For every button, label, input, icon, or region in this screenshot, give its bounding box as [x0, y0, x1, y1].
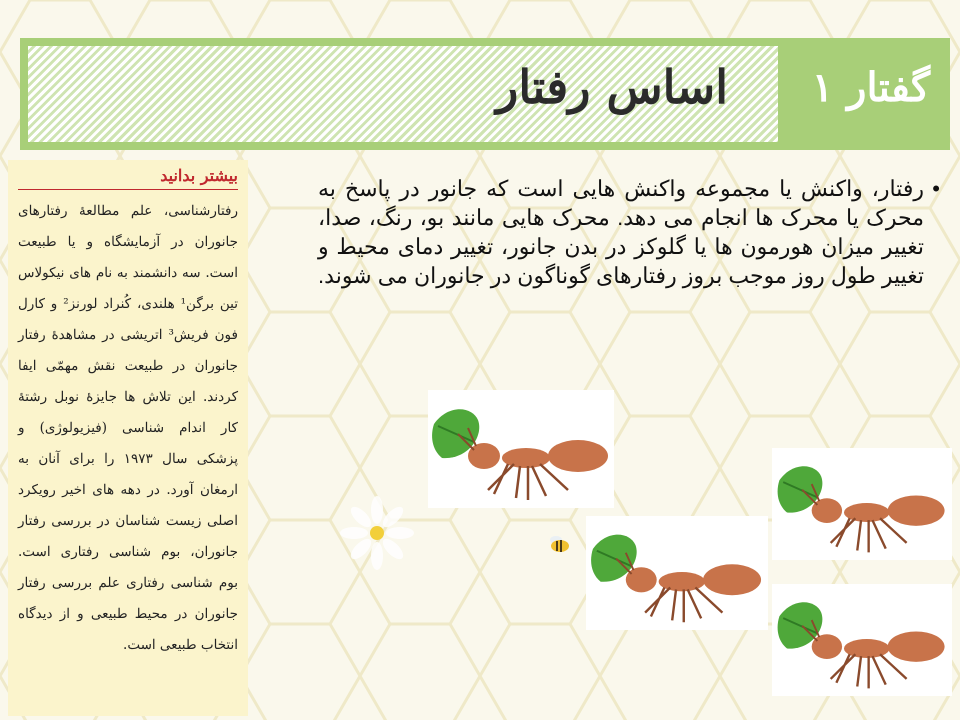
section-badge: گفتار ۱ [811, 64, 930, 111]
bee-icon [546, 534, 572, 554]
leafcutter-ant-icon [772, 448, 952, 560]
more-info-box [8, 160, 248, 716]
leafcutter-ant-icon [586, 516, 768, 630]
more-info-title: بیشتر بدانید [18, 166, 238, 190]
main-paragraph-block [318, 174, 940, 290]
bullet-point: • [932, 176, 940, 201]
more-info-text: رفتارشناسی، علم مطالعهٔ رفتارهای جانوران در آزمایشگاه و یا طبیعت است. سه دانشمند به نام های نیکولاس تین برگن¹ هلندی، کُنراد لورنز² و کارل فون فریش³ اتریشی در مشاهدهٔ رفتار جانوران در طبیعت نقش مهمّی ایفا کردند. این تلاش ها جایزهٔ نوبل رشتهٔ کار اندام شناسی (فیزیولوژی) و پزشکی سال ۱۹۷۳ را برای آنان به ارمغان آورد. در دهه های اخیر رویکرد اصلی زیست شناسان در بررسی رفتار جانوران، بوم شناسی رفتاری است. بوم شناسی رفتاری علم بررسی رفتار جانوران در محیط طبیعی و از دیدگاه انتخاب طبیعی است. [18, 203, 238, 653]
daisy-flower-icon [340, 496, 414, 570]
page-title: اساس رفتار [496, 60, 728, 114]
leafcutter-ant-icon [772, 584, 952, 696]
leafcutter-ant-icon [428, 390, 614, 508]
header-banner [20, 38, 950, 150]
main-paragraph: رفتار، واکنش یا مجموعه واکنش هایی است که جانور در پاسخ به محرک یا محرک ها انجام می دهد. محرک هایی مانند بو، رنگ، صدا، تغییر میزان هورمون ها یا گلوکز در بدن جانور، تغییر دمای محیط و تغییر طول روز موجب بروز رفتارهای گوناگون در جانوران می شوند. [318, 176, 924, 288]
